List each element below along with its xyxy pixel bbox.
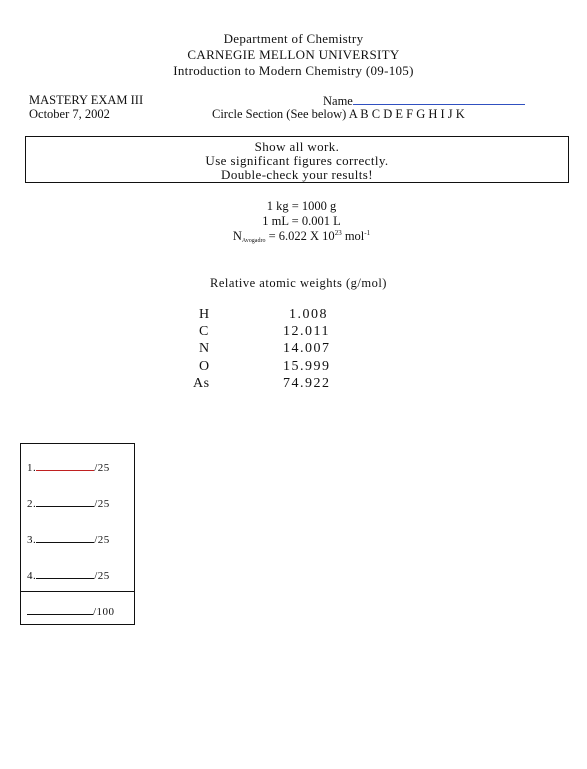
section-option-h[interactable]: H xyxy=(428,107,438,121)
score-max: /25 xyxy=(94,498,110,510)
score-blank[interactable] xyxy=(36,460,94,471)
instruction-line: Double-check your results! xyxy=(221,167,373,182)
instructions-box xyxy=(25,136,569,183)
constant-ml: 1 mL = 0.001 L xyxy=(262,214,341,228)
total-max: /100 xyxy=(93,606,115,618)
section-option-f[interactable]: F xyxy=(406,107,414,121)
atomic-weight-value: 1.008 xyxy=(289,307,328,322)
avogadro-subscript: Avogadro xyxy=(241,238,266,244)
avogadro-exponent: 23 xyxy=(334,229,342,237)
element-symbol: As xyxy=(193,376,210,391)
atomic-weights-title: Relative atomic weights (g/mol) xyxy=(210,276,387,290)
avogadro-symbol: N xyxy=(232,229,242,243)
section-option-b[interactable]: B xyxy=(360,107,369,121)
score-blank[interactable] xyxy=(36,568,94,579)
score-blank[interactable] xyxy=(36,496,94,507)
atomic-weight-value: 12.011 xyxy=(283,324,330,339)
score-max: /25 xyxy=(94,534,110,546)
section-option-g[interactable]: G xyxy=(416,107,426,121)
section-selector xyxy=(212,107,465,122)
question-number: 1. xyxy=(27,462,37,474)
name-label: Name xyxy=(323,94,353,108)
exam-title: MASTERY EXAM III xyxy=(29,93,144,107)
question-number: 3. xyxy=(27,534,37,546)
avogadro-value: = 6.022 X 10 xyxy=(265,229,335,243)
section-option-e[interactable]: E xyxy=(395,107,403,121)
total-score-blank[interactable] xyxy=(27,604,93,615)
avogadro-unit-exponent: -1 xyxy=(364,229,371,237)
section-label: Circle Section (See below) xyxy=(212,107,347,121)
element-symbol: C xyxy=(199,324,209,339)
section-option-a[interactable]: A xyxy=(348,107,358,121)
score-row xyxy=(27,496,110,510)
constant-avogadro xyxy=(8,229,587,244)
question-number: 4. xyxy=(27,570,37,582)
score-total-row xyxy=(27,604,115,618)
section-option-j[interactable]: J xyxy=(447,107,453,121)
score-row xyxy=(27,568,110,582)
section-option-c[interactable]: C xyxy=(371,107,381,121)
element-symbol: H xyxy=(199,307,210,322)
score-divider xyxy=(21,591,134,592)
question-number: 2. xyxy=(27,498,37,510)
constant-kg: 1 kg = 1000 g xyxy=(266,199,337,213)
score-max: /25 xyxy=(94,462,110,474)
section-option-k[interactable]: K xyxy=(455,107,465,121)
name-blank-line[interactable] xyxy=(353,93,525,105)
score-row xyxy=(27,460,110,474)
score-max: /25 xyxy=(94,570,110,582)
score-table xyxy=(20,443,135,625)
element-symbol: N xyxy=(199,341,210,356)
section-option-d[interactable]: D xyxy=(383,107,393,121)
score-blank[interactable] xyxy=(36,532,94,543)
exam-date: October 7, 2002 xyxy=(29,107,110,121)
atomic-weight-value: 74.922 xyxy=(283,376,331,391)
section-option-i[interactable]: I xyxy=(440,107,445,121)
atomic-weight-value: 15.999 xyxy=(283,359,331,374)
element-symbol: O xyxy=(199,359,210,374)
atomic-weight-value: 14.007 xyxy=(283,341,331,356)
university-title: CARNEGIE MELLON UNIVERSITY xyxy=(187,47,400,62)
score-row xyxy=(27,532,110,546)
avogadro-unit: mol xyxy=(341,229,365,243)
instruction-line: Show all work. xyxy=(254,139,340,154)
course-title: Introduction to Modern Chemistry (09-105) xyxy=(173,63,414,78)
instruction-line: Use significant figures correctly. xyxy=(205,153,389,168)
department-title: Department of Chemistry xyxy=(223,31,364,46)
